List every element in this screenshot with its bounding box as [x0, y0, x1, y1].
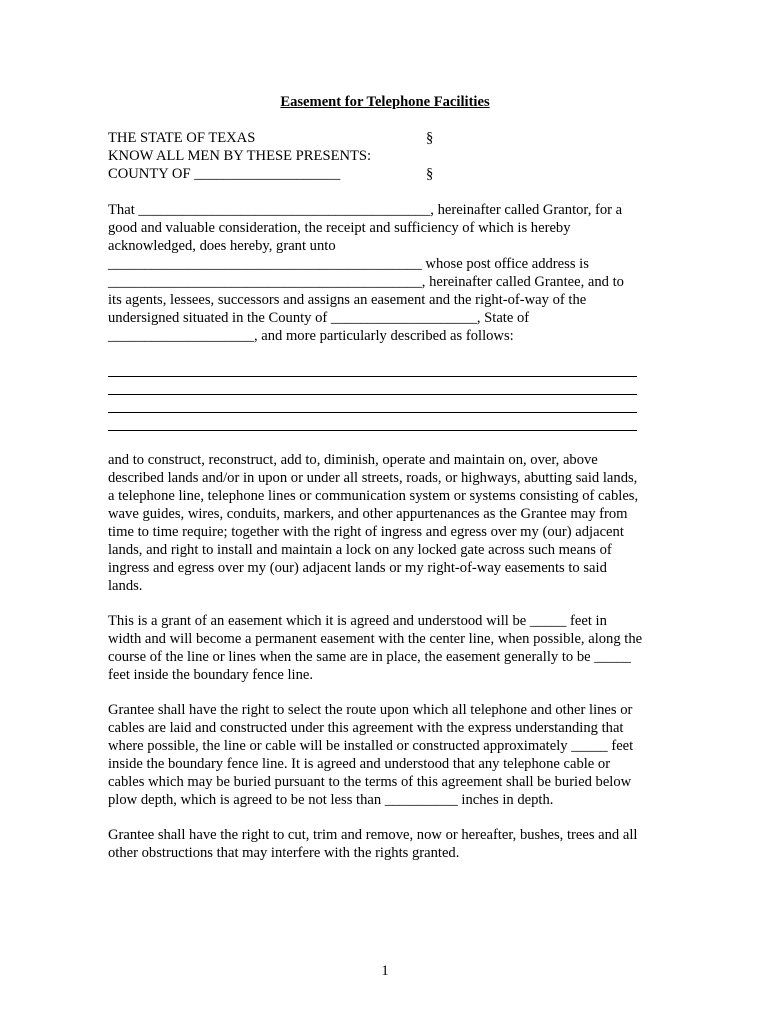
paragraph-4-line: plow depth, which is agreed to be not less than __________ inches in depth. [108, 792, 554, 808]
paragraph-4-line: Grantee shall have the right to select the route upon which all telephone and other lines or [108, 702, 633, 718]
paragraph-2-line: wave guides, wires, conduits, markers, and other appurtenances as the Grantee may from [108, 506, 628, 522]
paragraph-5-line: other obstructions that may interfere with the rights granted. [108, 845, 460, 861]
paragraph-2-line: and to construct, reconstruct, add to, diminish, operate and maintain on, over, above [108, 452, 598, 468]
paragraph-5-line: Grantee shall have the right to cut, trim and remove, now or hereafter, bushes, trees and all [108, 827, 638, 843]
paragraph-4-line: inside the boundary fence line. It is agreed and understood that any telephone cable or [108, 756, 611, 772]
document-title: Easement for Telephone Facilities [280, 94, 490, 110]
page-number: 1 [381, 963, 389, 979]
know-all-men-line: KNOW ALL MEN BY THESE PRESENTS: [108, 148, 372, 164]
county-line: COUNTY OF ____________________ [108, 166, 341, 182]
description-blank-line [108, 430, 637, 431]
paragraph-3-line: This is a grant of an easement which it is agreed and understood will be _____ feet in [108, 613, 607, 629]
section-mark-2: § [426, 166, 434, 182]
description-blank-line [108, 394, 637, 395]
paragraph-1-line: its agents, lessees, successors and assigns an easement and the right-of-way of the [108, 292, 587, 308]
paragraph-2-line: a telephone line, telephone lines or communication system or systems consisting of cables, [108, 488, 639, 504]
description-blank-line [108, 412, 637, 413]
paragraph-1-line: ___________________________________________ whose post office address is [108, 256, 589, 272]
paragraph-4-line: cables which may be buried pursuant to the terms of this agreement shall be buried below [108, 774, 632, 790]
paragraph-1-line: ___________________________________________, hereinafter called Grantee, and to [108, 274, 624, 290]
state-line: THE STATE OF TEXAS [108, 130, 256, 146]
paragraph-3-line: width and will become a permanent easement with the center line, when possible, along the [108, 631, 643, 647]
paragraph-1-line: undersigned situated in the County of ____________________, State of [108, 310, 530, 326]
paragraph-2-line: lands. [108, 578, 143, 594]
description-blank-line [108, 376, 637, 377]
section-mark-1: § [426, 130, 434, 146]
paragraph-2-line: lands, and right to install and maintain a lock on any locked gate across such means of [108, 542, 612, 558]
paragraph-2-line: described lands and/or in upon or under all streets, roads, or highways, abutting said lands, [108, 470, 638, 486]
paragraph-4-line: where possible, the line or cable will be installed or constructed approximately _____ feet [108, 738, 634, 754]
paragraph-4-line: cables are laid and constructed under this agreement with the express understanding that [108, 720, 624, 736]
paragraph-2-line: ingress and egress over my (our) adjacent lands or my right-of-way easements to said [108, 560, 607, 576]
paragraph-1-line: That ________________________________________, hereinafter called Grantor, for a [108, 202, 623, 218]
paragraph-1-line: good and valuable consideration, the receipt and sufficiency of which is hereby [108, 220, 571, 236]
paragraph-1-line: acknowledged, does hereby, grant unto [108, 238, 336, 254]
paragraph-3-line: course of the line or lines when the same are in place, the easement generally to be _____ [108, 649, 631, 665]
paragraph-3-line: feet inside the boundary fence line. [108, 667, 314, 683]
paragraph-2-line: time to time require; together with the right of ingress and egress over my (our) adjacent [108, 524, 624, 540]
paragraph-1-line: ____________________, and more particularly described as follows: [108, 328, 514, 344]
